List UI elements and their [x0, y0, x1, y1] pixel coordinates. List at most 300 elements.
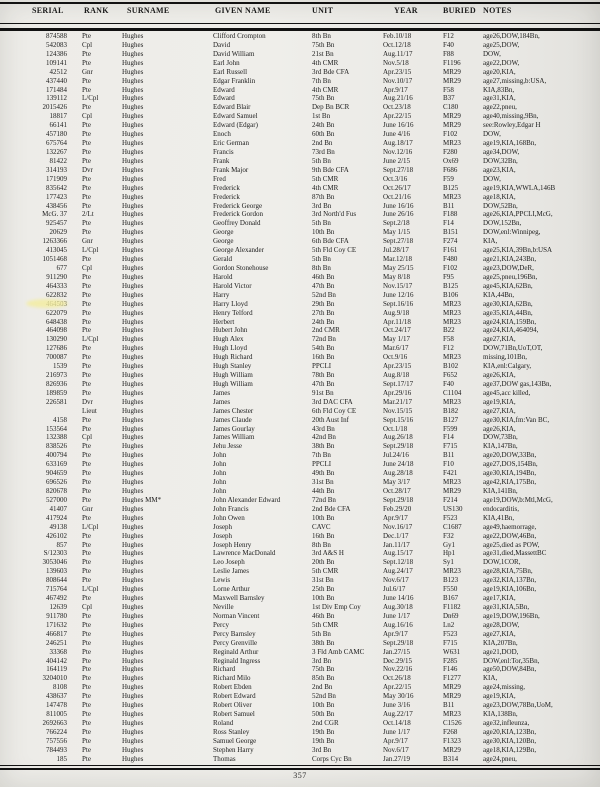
cell-buried: F715: [443, 442, 458, 451]
cell-serial: 12639: [49, 603, 67, 611]
cell-year: Aug.30/18: [383, 603, 413, 611]
cell-year: Sept.12/18: [383, 558, 414, 567]
table-row: [0, 264, 600, 273]
table-row: [0, 549, 600, 558]
cell-unit: 3 Fld Amb CAMC: [312, 647, 365, 656]
cell-notes: age35,KIA,44Bn,: [483, 308, 533, 317]
table-row: [0, 130, 600, 139]
table-row: [0, 326, 600, 335]
cell-unit: 60th Bn: [312, 130, 335, 139]
cell-serial: 4158: [53, 415, 67, 424]
cell-year: Apr.9/17: [383, 629, 408, 638]
table-row: [0, 362, 600, 371]
cell-surname: Hughes: [122, 718, 144, 727]
table-row: [0, 32, 600, 41]
cell-year: Nov.22/16: [383, 665, 413, 674]
cell-rank: Gnr: [82, 504, 93, 513]
cell-notes: age31,KIA,: [483, 94, 516, 103]
cell-year: May 25/15: [383, 263, 414, 272]
cell-serial: 314193: [46, 165, 67, 174]
cell-notes: age27,KIA,: [483, 406, 516, 415]
cell-given-name: George: [213, 228, 234, 237]
cell-buried: MR29: [443, 121, 461, 130]
cell-surname: Hughes: [122, 201, 144, 210]
cell-unit: 38th Bn: [312, 442, 335, 451]
cell-unit: 44th Bn: [312, 487, 335, 496]
cell-rank: Pte: [82, 255, 91, 264]
cell-given-name: Earl Russell: [213, 67, 248, 76]
cell-serial: 139112: [46, 94, 67, 103]
cell-notes: KIA,83Bn,: [483, 85, 515, 94]
cell-rank: Pte: [82, 344, 91, 353]
table-row: [0, 648, 600, 657]
cell-surname: Hughes: [122, 94, 144, 103]
cell-buried: MR29: [443, 683, 461, 692]
cell-serial: 42512: [49, 67, 67, 76]
cell-year: May 3/17: [383, 478, 411, 487]
cell-rank: Pte: [82, 58, 91, 67]
cell-serial: 404142: [46, 656, 67, 665]
cell-year: Oct.23/18: [383, 103, 411, 112]
cell-buried: B11: [443, 201, 455, 210]
cell-year: Oct.24/17: [383, 326, 411, 335]
cell-unit: 46th Bn: [312, 272, 335, 281]
cell-given-name: Maxwell Barnsley: [213, 594, 265, 603]
cell-unit: 5th Bn: [312, 156, 331, 165]
table-row: [0, 657, 600, 666]
cell-surname: Hughes: [122, 692, 144, 701]
cell-year: Jan.27/15: [383, 647, 411, 656]
cell-serial: 527000: [46, 495, 67, 504]
cell-year: Nov.5/18: [383, 58, 409, 67]
cell-rank: Pte: [82, 620, 91, 629]
cell-serial: 675764: [46, 139, 67, 148]
cell-unit: 87th Bn: [312, 192, 335, 201]
cell-notes: age32,KIA,137Bn,: [483, 576, 537, 585]
cell-surname: Hughes: [122, 67, 144, 76]
table-row: [0, 68, 600, 77]
cell-notes: KIA,enl:Calgary,: [483, 362, 532, 371]
cell-year: May 8/18: [383, 272, 411, 281]
cell-rank: Pte: [82, 139, 91, 148]
cell-serial: 20629: [49, 228, 67, 237]
cell-serial: 696526: [46, 478, 67, 487]
cell-serial: 925457: [46, 219, 67, 228]
table-row: [0, 371, 600, 380]
cell-serial: 130290: [46, 335, 67, 344]
cell-buried: MR29: [443, 745, 461, 754]
table-row: [0, 442, 600, 451]
cell-given-name: Lorne Arthur: [213, 585, 250, 594]
cell-given-name: James Chester: [213, 406, 254, 415]
cell-notes: DOW,: [483, 130, 501, 139]
cell-notes: DOW,152Bn,: [483, 219, 522, 228]
cell-rank: Cpl: [82, 433, 93, 442]
cell-serial: 438637: [46, 692, 67, 701]
cell-serial: S/12303: [43, 549, 67, 558]
cell-serial: 2692663: [42, 718, 67, 727]
cell-buried: B106: [443, 290, 459, 299]
cell-unit: Dep Bn BCR: [312, 103, 350, 112]
table-row: [0, 398, 600, 407]
cell-year: Nov.10/17: [383, 76, 413, 85]
cell-given-name: Samuel George: [213, 736, 257, 745]
table-row: [0, 335, 600, 344]
cell-buried: MR23: [443, 192, 461, 201]
cell-given-name: James Gourlay: [213, 424, 255, 433]
table-row: [0, 157, 600, 166]
table-row: [0, 541, 600, 550]
table-row: [0, 612, 600, 621]
cell-unit: 85th Bn: [312, 674, 335, 683]
cell-serial: 18817: [49, 112, 67, 121]
cell-unit: 8th Bn: [312, 263, 331, 272]
cell-buried: F40: [443, 379, 454, 388]
cell-year: Aug.24/17: [383, 567, 413, 576]
cell-buried: F652: [443, 371, 458, 380]
cell-serial: 33368: [49, 647, 67, 656]
cell-unit: 6th Bde CFA: [312, 237, 349, 246]
cell-rank: Gnr: [82, 67, 93, 76]
cell-rank: Pte: [82, 754, 91, 763]
cell-year: Sept.15/16: [383, 415, 414, 424]
cell-serial: 171632: [46, 620, 67, 629]
cell-surname: Hughes: [122, 710, 144, 719]
table-row: [0, 433, 600, 442]
cell-year: Sept.17/17: [383, 379, 414, 388]
cell-surname: Hughes: [122, 165, 144, 174]
cell-year: Apr.23/15: [383, 67, 412, 76]
cell-serial: 835642: [46, 183, 67, 192]
cell-surname: Hughes: [122, 219, 144, 228]
cell-given-name: Leo Joseph: [213, 558, 245, 567]
cell-notes: age24,missing,: [483, 683, 525, 692]
cell-given-name: John: [213, 487, 227, 496]
cell-rank: Pte: [82, 362, 91, 371]
cell-serial: 132388: [46, 433, 67, 442]
cell-year: Apr.29/16: [383, 388, 412, 397]
cell-surname: Hughes: [122, 228, 144, 237]
cell-serial: 164119: [46, 665, 67, 674]
cell-unit: 31st Bn: [312, 576, 334, 585]
cell-surname: Hughes: [122, 736, 144, 745]
cell-unit: 2nd Bde CFA: [312, 504, 351, 513]
cell-buried: F280: [443, 147, 458, 156]
table-row: [0, 380, 600, 389]
cell-year: Dec.1/17: [383, 531, 409, 540]
cell-unit: 50th Bn: [312, 710, 335, 719]
table-body: [0, 32, 600, 764]
cell-notes: age28,DOW,: [483, 620, 520, 629]
cell-surname: Hughes: [122, 585, 144, 594]
table-row: [0, 674, 600, 683]
cell-buried: F599: [443, 424, 458, 433]
cell-serial: 413045: [46, 246, 67, 255]
cell-notes: age30,KIA,194Bn,: [483, 469, 537, 478]
cell-year: Sept.29/18: [383, 442, 414, 451]
cell-year: Nov.15/17: [383, 281, 413, 290]
cell-buried: MR23: [443, 308, 461, 317]
cell-given-name: Robert Oliver: [213, 701, 252, 710]
cell-buried: F10: [443, 460, 454, 469]
cell-rank: Pte: [82, 272, 91, 281]
table-row: [0, 237, 600, 246]
cell-given-name: Gordon Stonehouse: [213, 263, 269, 272]
cell-notes: endocarditis,: [483, 504, 519, 513]
cell-unit: 8th Bn: [312, 32, 331, 40]
cell-surname: Hughes: [122, 397, 144, 406]
cell-given-name: Ross Stanley: [213, 727, 250, 736]
cell-serial: 171484: [46, 85, 67, 94]
cell-buried: B125: [443, 183, 459, 192]
table-row: [0, 630, 600, 639]
cell-unit: 2nd Bn: [312, 139, 333, 148]
cell-year: Nov.12/16: [383, 147, 413, 156]
table-row: [0, 291, 600, 300]
cell-buried: MR23: [443, 478, 461, 487]
cell-rank: Pte: [82, 388, 91, 397]
cell-rank: Pte: [82, 147, 91, 156]
cell-unit: 5th Bn: [312, 219, 331, 228]
cell-rank: Cpl: [82, 40, 93, 49]
cell-buried: F421: [443, 469, 458, 478]
cell-given-name: Harold Victor: [213, 281, 252, 290]
cell-surname: Hughes: [122, 192, 144, 201]
table-row: [0, 184, 600, 193]
cell-surname: Hughes: [122, 246, 144, 255]
table-row: [0, 523, 600, 532]
cell-rank: L/Cpl: [82, 335, 99, 344]
table-row: [0, 59, 600, 68]
cell-serial: 904659: [46, 469, 67, 478]
table-row: [0, 353, 600, 362]
cell-given-name: Richard Milo: [213, 674, 251, 683]
cell-given-name: Hubert John: [213, 326, 248, 335]
cell-serial: 66141: [49, 121, 67, 130]
cell-serial: 49138: [49, 522, 67, 531]
cell-buried: US130: [443, 504, 463, 513]
cell-given-name: Hugh William: [213, 371, 253, 380]
cell-rank: Pte: [82, 647, 91, 656]
cell-surname: Hughes: [122, 567, 144, 576]
cell-serial: 127686: [46, 344, 67, 353]
cell-buried: F268: [443, 727, 458, 736]
cell-notes: age34,DOW,: [483, 147, 520, 156]
cell-given-name: Reginald Ingress: [213, 656, 261, 665]
cell-notes: age24,KIA,159Bn,: [483, 317, 537, 326]
cell-given-name: Edward: [213, 94, 235, 103]
cell-notes: age19,DOW,b:Mtl,McG,: [483, 495, 553, 504]
bottom-rule-thick: [0, 768, 600, 771]
cell-buried: F523: [443, 513, 458, 522]
cell-notes: age26,KIA,: [483, 424, 516, 433]
cell-year: Nov.16/17: [383, 522, 413, 531]
cell-unit: 3rd DAC CFA: [312, 397, 353, 406]
cell-surname: Hughes: [122, 745, 144, 754]
cell-unit: 5th Bn: [312, 629, 331, 638]
cell-unit: 10th Bn: [312, 594, 335, 603]
cell-unit: 10th Bn: [312, 513, 335, 522]
cell-notes: age40,missing,9Bn,: [483, 112, 539, 121]
cell-given-name: Clifford Crompton: [213, 32, 266, 40]
cell-given-name: Eric German: [213, 139, 249, 148]
table-row: [0, 621, 600, 630]
cell-surname: Hughes: [122, 371, 144, 380]
cell-rank: Cpl: [82, 603, 93, 611]
cell-year: Aug.26/18: [383, 433, 413, 442]
cell-year: June 4/16: [383, 130, 411, 139]
cell-surname: Hughes: [122, 424, 144, 433]
cell-rank: Pte: [82, 326, 91, 335]
cell-buried: MR23: [443, 299, 461, 308]
cell-year: May 1/15: [383, 228, 411, 237]
cell-year: Jan.11/17: [383, 540, 410, 549]
cell-given-name: Joseph: [213, 531, 233, 540]
table-row: [0, 603, 600, 612]
cell-unit: 19th Bn: [312, 736, 335, 745]
cell-serial: 911290: [46, 272, 67, 281]
cell-year: Apr.11/18: [383, 317, 411, 326]
cell-unit: 4th CMR: [312, 85, 339, 94]
column-header-surname: SURNAME: [127, 6, 170, 15]
cell-buried: F40: [443, 40, 454, 49]
cell-notes: age30,KIA,fm:Van BC,: [483, 415, 550, 424]
table-row: [0, 416, 600, 425]
cell-rank: Pte: [82, 567, 91, 576]
cell-unit: 16th Bn: [312, 353, 335, 362]
cell-serial: 109141: [46, 58, 67, 67]
table-row: [0, 193, 600, 202]
cell-given-name: Edgar Franklin: [213, 76, 256, 85]
cell-surname: Hughes: [122, 701, 144, 710]
cell-notes: missing,101Bn,: [483, 353, 527, 362]
cell-serial: 426102: [46, 531, 67, 540]
cell-surname: Hughes: [122, 335, 144, 344]
cell-given-name: Lewis: [213, 576, 231, 585]
cell-buried: MR29: [443, 67, 461, 76]
cell-given-name: Hugh Alex: [213, 335, 244, 344]
cell-unit: 72nd Bn: [312, 495, 336, 504]
cell-rank: Pte: [82, 727, 91, 736]
cell-surname: Hughes: [122, 210, 144, 219]
cell-unit: 3rd Bn: [312, 201, 332, 210]
table-row: [0, 77, 600, 86]
table-row: [0, 94, 600, 103]
cell-unit: 16th Bn: [312, 531, 335, 540]
cell-given-name: Harry: [213, 290, 230, 299]
cell-notes: DOW,enl:Winnipeg,: [483, 228, 541, 237]
cell-notes: KIA,147Bn,: [483, 442, 518, 451]
cell-rank: Pte: [82, 638, 91, 647]
cell-surname: Hughes: [122, 478, 144, 487]
cell-notes: DOW,71Bn,UoT,OT,: [483, 344, 543, 353]
cell-year: May 30/16: [383, 692, 414, 701]
cell-buried: B125: [443, 281, 459, 290]
cell-notes: age24,pneu,: [483, 754, 517, 763]
cell-rank: Pte: [82, 219, 91, 228]
cell-given-name: Henry Telford: [213, 308, 253, 317]
cell-notes: age26,KIA,PPCLI,McG,: [483, 210, 553, 219]
cell-surname: Hughes: [122, 531, 144, 540]
cell-rank: Pte: [82, 299, 91, 308]
table-row: [0, 728, 600, 737]
cell-year: Sept.27/18: [383, 237, 414, 246]
table-header: [0, 6, 600, 22]
cell-unit: 10th Bn: [312, 701, 335, 710]
cell-notes: age19,DOW,196Bn,: [483, 611, 540, 620]
cell-rank: Pte: [82, 424, 91, 433]
cell-unit: 75th Bn: [312, 94, 335, 103]
cell-notes: DOW,: [483, 174, 501, 183]
cell-surname: Hughes: [122, 326, 144, 335]
cell-given-name: Richard: [213, 665, 236, 674]
table-row: [0, 210, 600, 219]
cell-rank: Pte: [82, 201, 91, 210]
cell-buried: MR29: [443, 487, 461, 496]
cell-notes: age24,KIA,464094,: [483, 326, 539, 335]
cell-buried: C1526: [443, 718, 462, 727]
cell-serial: 622079: [46, 308, 67, 317]
top-rule: [0, 2, 600, 4]
column-header-given-name: GIVEN NAME: [215, 6, 271, 15]
cell-surname: Hughes: [122, 290, 144, 299]
column-header-buried: BURIED: [443, 6, 476, 15]
table-row: [0, 710, 600, 719]
cell-buried: F188: [443, 210, 458, 219]
cell-serial: 911780: [46, 611, 67, 620]
cell-rank: Pte: [82, 736, 91, 745]
cell-serial: 3053046: [42, 558, 67, 567]
cell-given-name: Fred: [213, 174, 226, 183]
cell-buried: F59: [443, 174, 454, 183]
table-row: [0, 41, 600, 50]
cell-year: Oct.3/16: [383, 174, 408, 183]
cell-surname: Hughes: [122, 674, 144, 683]
cell-rank: Pte: [82, 281, 91, 290]
cell-surname: Hughes: [122, 299, 144, 308]
table-row: [0, 389, 600, 398]
cell-buried: F1323: [443, 736, 461, 745]
header-rule-thick: [0, 28, 600, 31]
cell-given-name: Joseph: [213, 522, 233, 531]
cell-unit: 6th Fld Coy CE: [312, 406, 357, 415]
cell-given-name: Frank: [213, 156, 230, 165]
cell-given-name: Enoch: [213, 130, 231, 139]
cell-year: Feb.10/18: [383, 32, 412, 40]
cell-surname: Hughes: [122, 147, 144, 156]
cell-given-name: Robert Edward: [213, 692, 256, 701]
cell-buried: B11: [443, 701, 455, 710]
cell-unit: 24th Bn: [312, 317, 335, 326]
table-row: [0, 112, 600, 121]
cell-buried: MR23: [443, 139, 461, 148]
cell-given-name: Hugh Stanley: [213, 362, 252, 371]
cell-given-name: Stephen Harry: [213, 745, 254, 754]
cell-unit: PPCLI: [312, 460, 332, 469]
cell-year: Oct.14/18: [383, 718, 411, 727]
cell-rank: L/Cpl: [82, 246, 99, 255]
cell-notes: age27,missing,b:USA,: [483, 76, 547, 85]
cell-year: May 1/17: [383, 335, 411, 344]
cell-year: Mar.6/17: [383, 344, 409, 353]
column-header-rank: RANK: [84, 6, 109, 15]
cell-notes: KIA,: [483, 237, 498, 246]
cell-surname: Hughes: [122, 281, 144, 290]
cell-buried: W631: [443, 647, 461, 656]
cell-notes: age25,pneu,196Bn,: [483, 272, 538, 281]
cell-surname: Hughes: [122, 603, 144, 611]
cell-serial: 226581: [46, 397, 67, 406]
